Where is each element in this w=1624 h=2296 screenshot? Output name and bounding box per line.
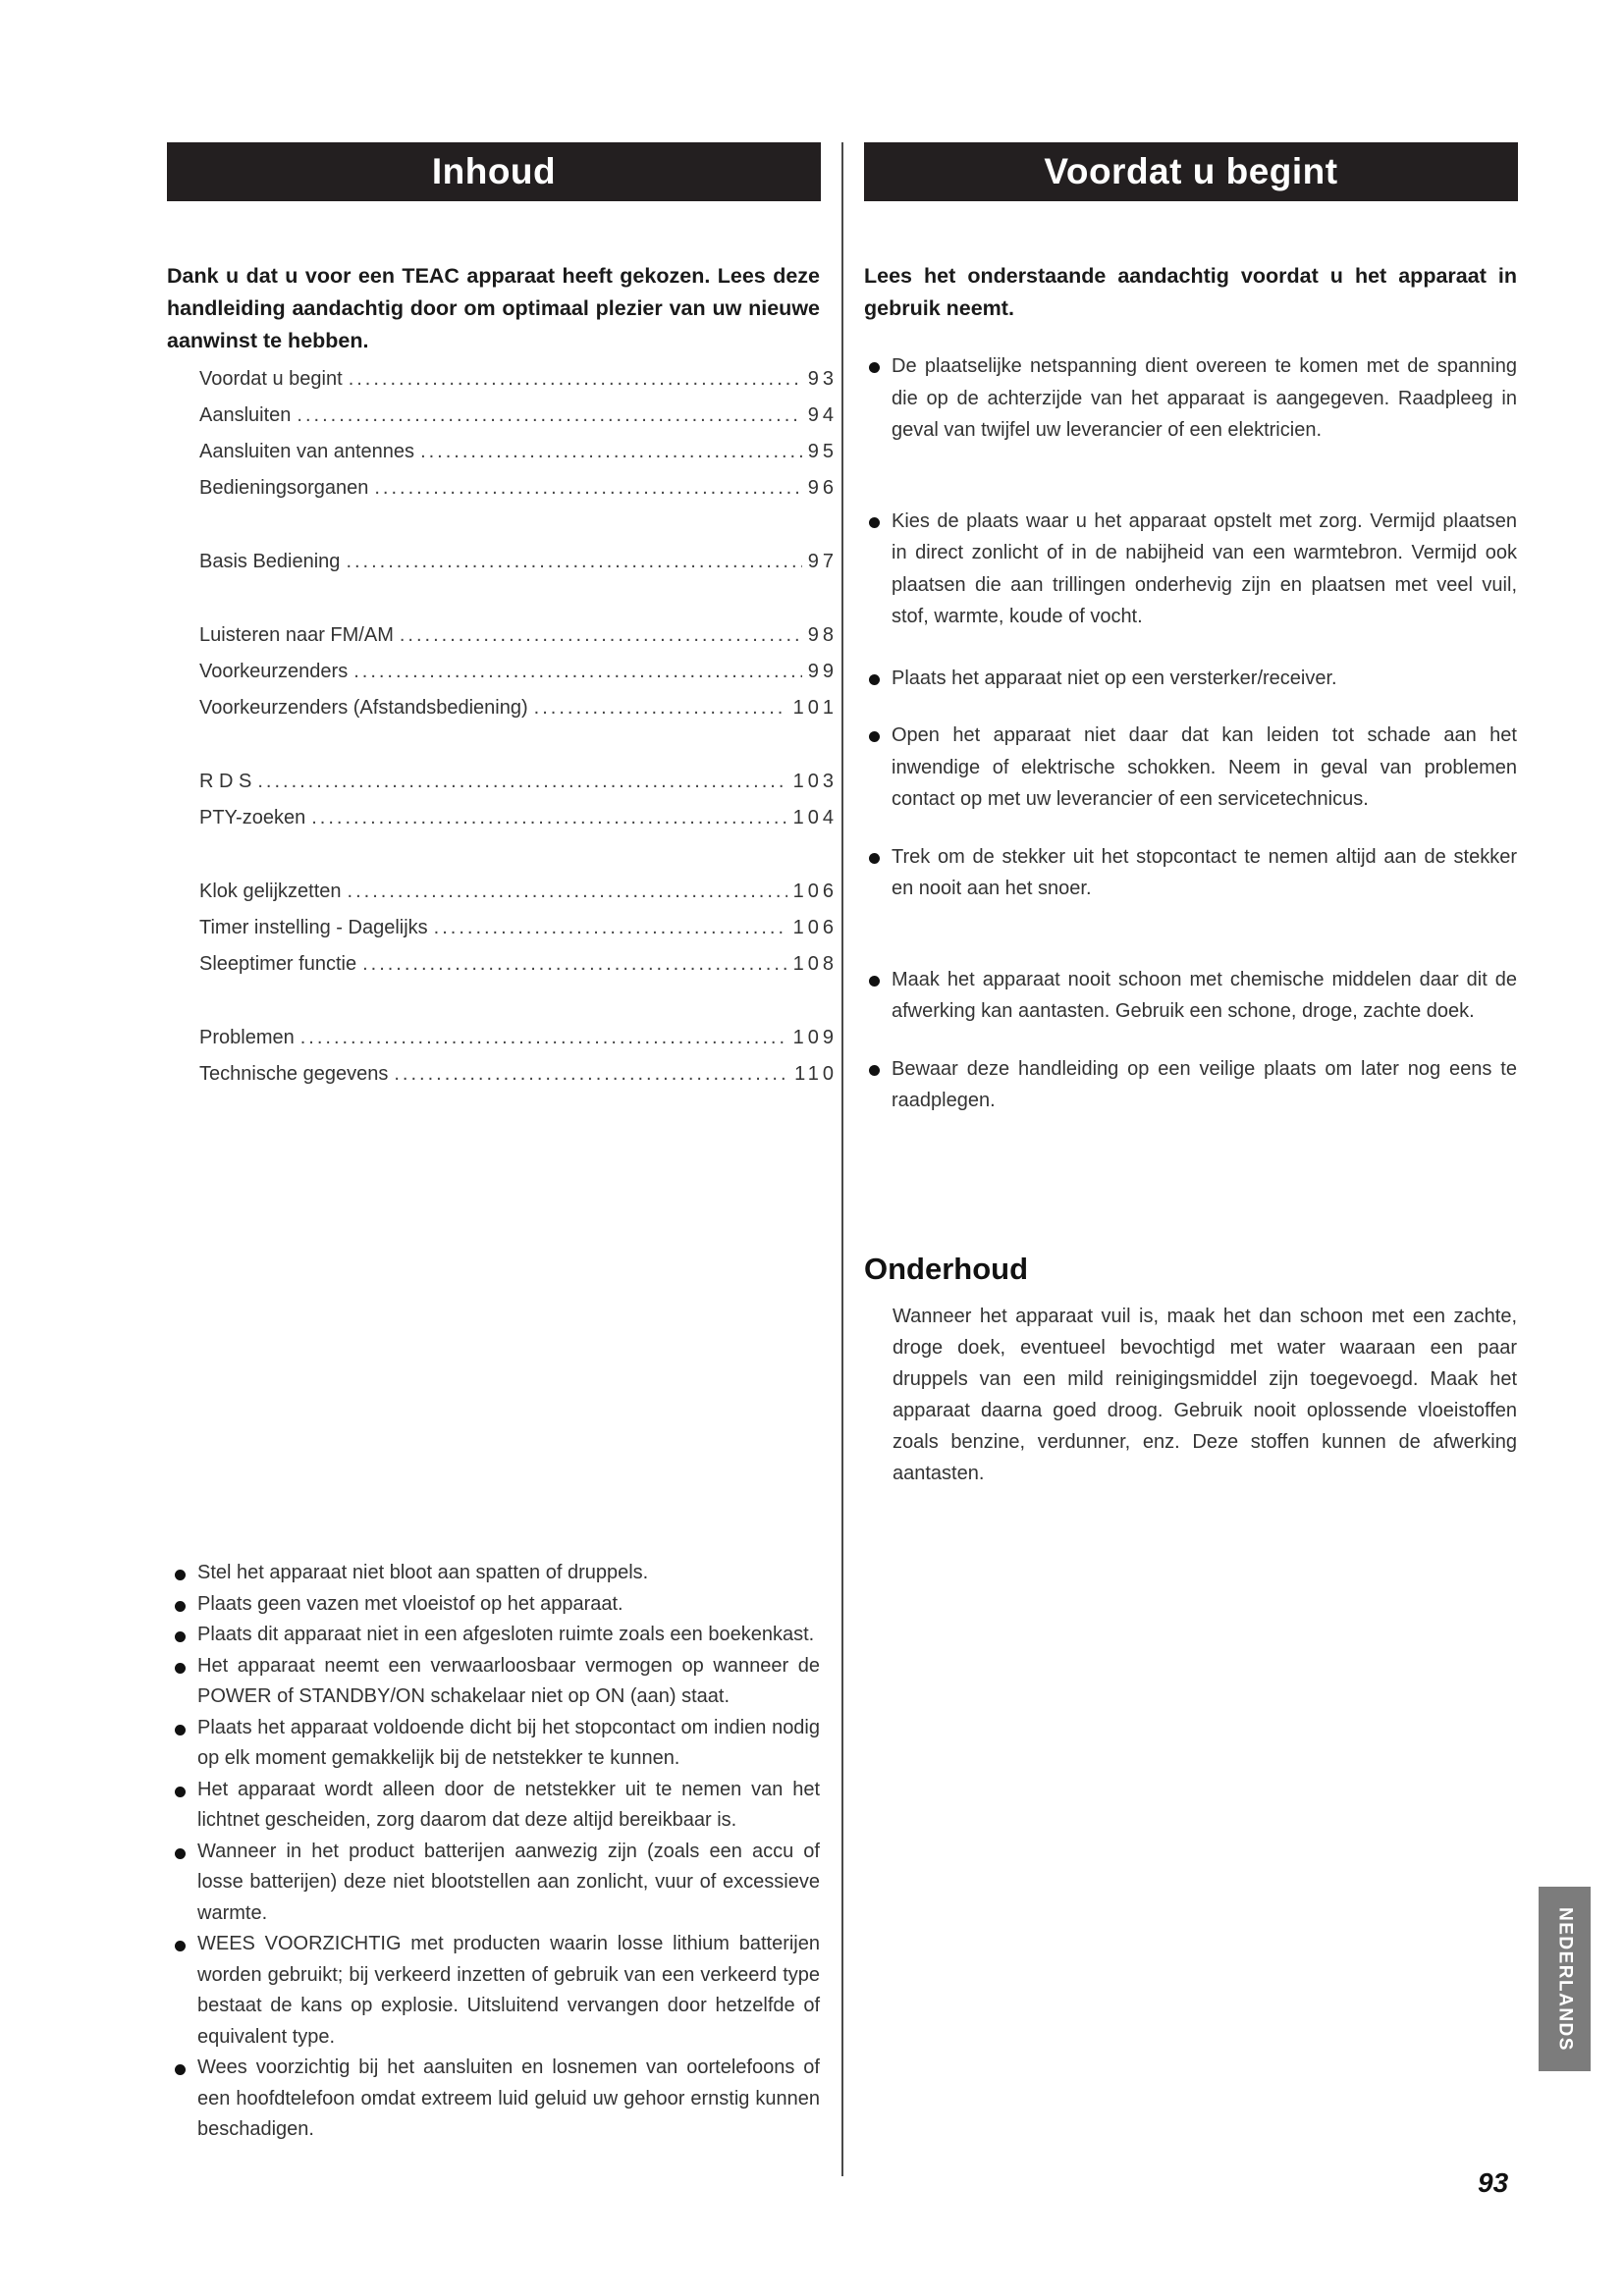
toc-leader (346, 551, 801, 573)
bullet-icon (869, 731, 880, 742)
safety-text: Plaats het apparaat voldoende dicht bij het stopcontact om indien nodig op elk moment gemakkelijk bij de netstekker te kunnen. (197, 1716, 820, 1769)
bullet-icon (869, 517, 880, 528)
precaution-item (864, 350, 1517, 447)
toc-leader (394, 1063, 788, 1086)
toc-title: Klok gelijkzetten (199, 881, 342, 902)
bullet-icon (175, 1631, 186, 1642)
toc-item[interactable] (199, 661, 838, 690)
toc-title: PTY-zoeken (199, 807, 306, 828)
safety-text: Plaats geen vazen met vloeistof op het apparaat. (197, 1592, 623, 1615)
toc-page: 110 (794, 1063, 838, 1085)
language-tab-label: NEDERLANDS (1554, 1906, 1576, 2052)
toc-leader (374, 477, 801, 500)
safety-item (170, 2053, 820, 2146)
toc-leader (300, 1027, 787, 1049)
toc-item[interactable] (199, 441, 838, 470)
precaution-item (864, 841, 1517, 905)
toc-item[interactable] (199, 881, 838, 910)
bullet-icon (175, 1941, 186, 1951)
precaution-text: Plaats het apparaat niet op een versterker/receiver. (892, 667, 1337, 689)
toc-item[interactable] (199, 807, 838, 836)
toc-leader (349, 368, 802, 391)
safety-text: Het apparaat wordt alleen door de netstekker uit te nemen van het lichtnet gescheiden, zorg daarom dat deze altijd bereikbaar is. (197, 1778, 820, 1831)
safety-item (170, 1713, 820, 1775)
toc-title: Sleeptimer functie (199, 953, 357, 975)
toc-item[interactable] (199, 624, 838, 654)
precaution-item (864, 964, 1517, 1028)
safety-item (170, 1929, 820, 2053)
toc-leader (362, 953, 787, 976)
safety-list (170, 1558, 820, 2146)
safety-text: Wees voorzichtig bij het aansluiten en losnemen van oortelefoons of een hoofdtelefoon omdat extreem luid geluid uw gehoor ernstig kunnen beschadigen. (197, 2056, 820, 2140)
safety-text: Wanneer in het product batterijen aanwezig zijn (zoals een accu of losse batterijen) deze niet blootstellen aan zonlicht, vuur of excessieve warmte. (197, 1840, 820, 1924)
toc-leader (348, 881, 787, 903)
toc-item[interactable] (199, 771, 838, 800)
toc-leader (400, 624, 802, 647)
toc-item[interactable] (199, 1027, 838, 1056)
bullet-icon (175, 1848, 186, 1859)
language-tab (1539, 1887, 1591, 2071)
maintenance-text: Wanneer het apparaat vuil is, maak het dan schoon met een zachte, droge doek, eventueel bevochtigd met water waaraan een paar druppels van een mild reinigingsmiddel zijn toegevoegd. Maak het apparaat daarna goed droog. Gebruik nooit oplossende vloeistoffen zoals benzine, verdunner, enz. Deze stoffen kunnen de afwerking aantasten. (893, 1306, 1517, 1484)
toc-item[interactable] (199, 1063, 838, 1093)
safety-item (170, 1837, 820, 1930)
toc-title: Problemen (199, 1027, 295, 1048)
safety-text: Plaats dit apparaat niet in een afgesloten ruimte zoals een boekenkast. (197, 1624, 815, 1645)
bullet-icon (175, 1601, 186, 1612)
maintenance-heading: Onderhoud (864, 1252, 1029, 1286)
toc-page: 96 (807, 477, 838, 499)
toc-item[interactable] (199, 917, 838, 946)
toc-leader (534, 697, 787, 720)
precaution-text: Maak het apparaat nooit schoon met chemische middelen daar dit de afwerking kan aantasten. Gebruik een schone, droge, zachte doek. (892, 968, 1517, 1022)
toc-leader (353, 661, 802, 683)
toc-page: 97 (807, 551, 838, 572)
toc-page: 106 (792, 881, 838, 902)
safety-item (170, 1775, 820, 1837)
bullet-icon (869, 976, 880, 987)
toc-item[interactable] (199, 404, 838, 434)
toc-page: 106 (792, 917, 838, 938)
bullet-icon (869, 1065, 880, 1076)
bullet-icon (869, 362, 880, 373)
toc-title: Technische gegevens (199, 1063, 389, 1085)
column-divider (841, 142, 843, 2176)
toc-title: Luisteren naar FM/AM (199, 624, 394, 646)
toc-page: 94 (807, 404, 838, 426)
page-number: 93 (1478, 2167, 1509, 2198)
precaution-text: Bewaar deze handleiding op een veilige plaats om later nog eens te raadplegen. (892, 1057, 1517, 1111)
bullet-icon (869, 674, 880, 685)
toc-leader (257, 771, 786, 793)
precaution-text: De plaatselijke netspanning dient overeen te komen met de spanning die op de achterzijde van het apparaat is aangegeven. Raadpleeg in geval van twijfel uw leverancier of een elektricien. (892, 355, 1517, 441)
bullet-icon (175, 2064, 186, 2075)
toc-leader (311, 807, 786, 829)
safety-text: WEES VOORZICHTIG met producten waarin losse lithium batterijen worden gebruikt; bij verkeerd inzetten of gebruik van een verkeerd type bestaat de kans op explosie. Uitsluitend vervangen door hetzelfde of equivalent type. (197, 1933, 820, 2048)
before-you-begin-intro: Lees het onderstaande aandachtig voordat u het apparaat in gebruik neemt. (864, 264, 1517, 320)
safety-item (170, 1589, 820, 1621)
toc-item[interactable] (199, 368, 838, 398)
contents-header: Inhoud (167, 142, 821, 201)
safety-item (170, 1558, 820, 1589)
toc-page: 99 (807, 661, 838, 682)
toc-item[interactable] (199, 953, 838, 983)
precaution-item (864, 720, 1517, 816)
precaution-text: Open het apparaat niet daar dat kan leiden tot schade aan het inwendige of elektrische schokken. Neem in geval van problemen contact op met uw leverancier of een servicetechnicus. (892, 724, 1517, 810)
toc-title: R D S (199, 771, 252, 792)
toc-page: 108 (792, 953, 838, 975)
safety-item (170, 1620, 820, 1651)
bullet-icon (175, 1787, 186, 1797)
precaution-item (864, 1053, 1517, 1117)
toc-title: Timer instelling - Dagelijks (199, 917, 428, 938)
toc-page: 95 (807, 441, 838, 462)
toc-leader (297, 404, 801, 427)
toc-page: 101 (792, 697, 838, 719)
toc-leader (434, 917, 787, 939)
precaution-item (864, 663, 1517, 695)
toc-page: 104 (792, 807, 838, 828)
bullet-icon (175, 1570, 186, 1580)
toc-title: Bedieningsorganen (199, 477, 369, 499)
precaution-item (864, 506, 1517, 633)
precaution-text: Kies de plaats waar u het apparaat opstelt met zorg. Vermijd plaatsen in direct zonlicht of in de nabijheid van een warmtebron. Vermijd ook plaatsen die aan trillingen onderhevig zijn en plaatsen met veel vuil, stof, warmte, koude of vocht. (892, 509, 1517, 627)
toc-page: 103 (792, 771, 838, 792)
toc-title: Aansluiten (199, 404, 292, 426)
bullet-icon (175, 1663, 186, 1674)
toc-page: 98 (807, 624, 838, 646)
toc-item[interactable] (199, 477, 838, 507)
toc-item[interactable] (199, 697, 838, 726)
toc-page: 93 (807, 368, 838, 390)
toc-leader (420, 441, 802, 463)
safety-text: Het apparaat neemt een verwaarloosbaar vermogen op wanneer de POWER of STANDBY/ON schakelaar niet op ON (aan) staat. (197, 1654, 820, 1707)
toc-title: Aansluiten van antennes (199, 441, 415, 462)
bullet-icon (175, 1725, 186, 1735)
toc-title: Voordat u begint (199, 368, 343, 390)
precaution-text: Trek om de stekker uit het stopcontact te nemen altijd aan de stekker en nooit aan het snoer. (892, 845, 1517, 899)
safety-item (170, 1651, 820, 1713)
toc-page: 109 (792, 1027, 838, 1048)
toc-item[interactable] (199, 551, 838, 580)
contents-intro: Dank u dat u voor een TEAC apparaat heeft gekozen. Lees deze handleiding aandachtig door om optimaal plezier van uw nieuwe aanwinst te hebben. (167, 264, 820, 352)
toc-title: Basis Bediening (199, 551, 341, 572)
toc-title: Voorkeurzenders (199, 661, 349, 682)
safety-text: Stel het apparaat niet bloot aan spatten of druppels. (197, 1562, 649, 1583)
bullet-icon (869, 853, 880, 864)
precautions-list (864, 350, 1517, 1117)
before-you-begin-header: Voordat u begint (864, 142, 1518, 201)
toc-title: Voorkeurzenders (Afstandsbediening) (199, 697, 528, 719)
